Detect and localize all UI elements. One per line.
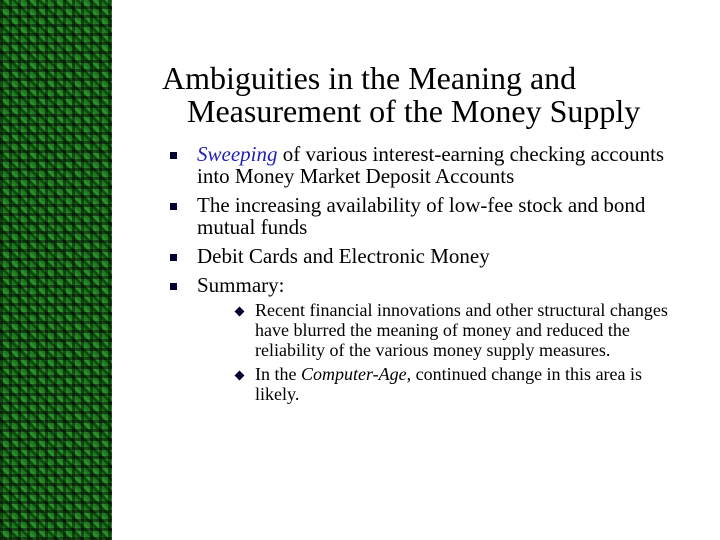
square-bullet-icon — [170, 152, 177, 159]
bullet-text: Debit Cards and Electronic Money — [197, 244, 490, 268]
title-line-2: Measurement of the Money Supply — [187, 93, 641, 129]
sub-item-text: Recent financial innovations and other structural changes have blurred the meaning of money and reduced the reliability of the various money supply measures. — [255, 300, 668, 360]
bullet-item-debit-cards — [166, 245, 686, 267]
summary-sub-list — [197, 300, 686, 404]
square-bullet-icon — [170, 254, 177, 261]
bullet-item-summary — [166, 274, 686, 404]
sub-item-computer-age — [235, 364, 675, 404]
bullet-emphasis: Sweeping — [197, 142, 278, 166]
bullet-text: Summary: — [197, 273, 285, 297]
sub-item-italic: Computer-Age — [300, 364, 407, 384]
sub-item-text-pre: In the — [255, 364, 301, 384]
diamond-bullet-icon — [235, 371, 245, 381]
sub-item-text — [255, 364, 642, 404]
bullet-text: The increasing availability of low-fee stock and bond mutual funds — [197, 193, 646, 239]
sub-item-text-post: , continued change in this area is likely. — [255, 364, 643, 404]
bullet-text-rest: of various interest-earning checking accounts into Money Market Deposit Accounts — [197, 142, 665, 188]
diamond-bullet-icon — [235, 307, 245, 317]
square-bullet-icon — [170, 283, 177, 290]
decorative-side-band — [0, 0, 112, 540]
bullet-item-mutual-funds — [166, 194, 686, 238]
bullet-list — [166, 143, 686, 411]
square-bullet-icon — [170, 203, 177, 210]
bullet-text — [197, 143, 686, 187]
title-line-1: Ambiguities in the Meaning and — [162, 60, 577, 96]
sub-item-innovations — [235, 300, 675, 360]
bullet-item-sweeping — [166, 143, 686, 187]
slide-title — [162, 62, 714, 128]
